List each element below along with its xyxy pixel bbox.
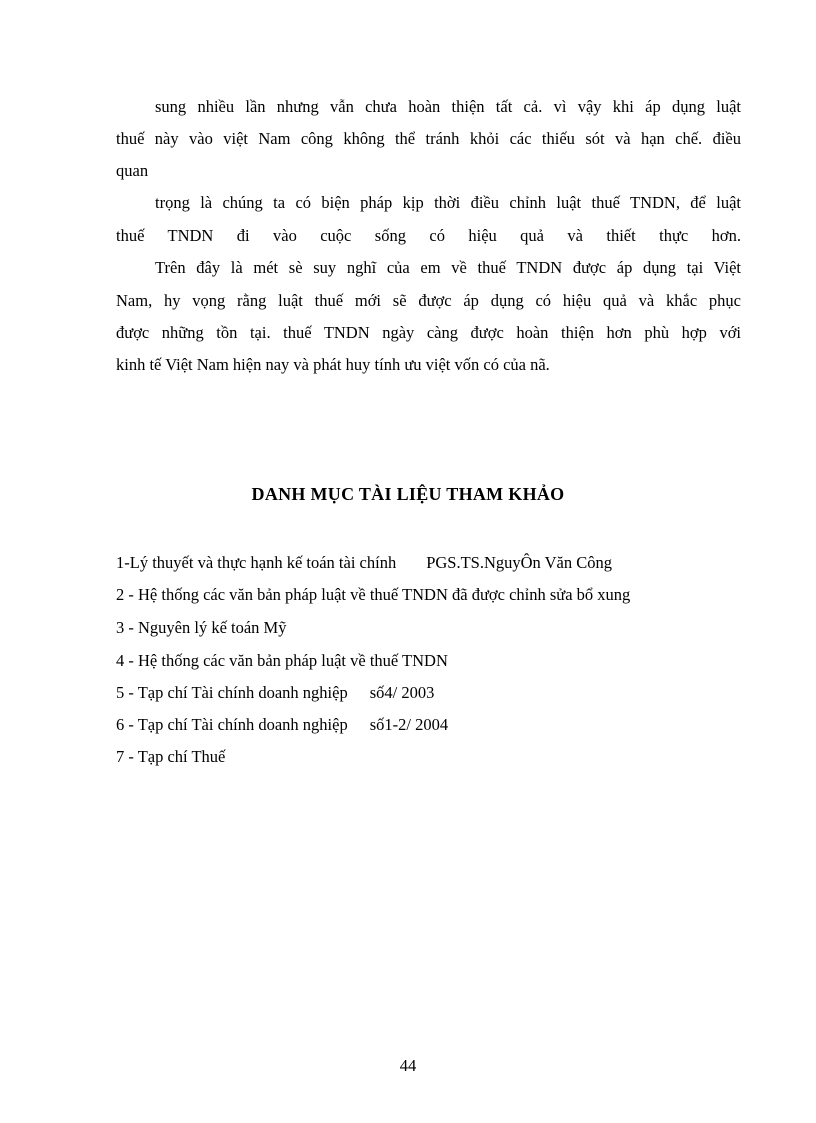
reference-text: 7 - Tạp chí Thuế: [116, 747, 226, 766]
reference-item: [116, 617, 286, 639]
reference-item: [116, 584, 630, 606]
reference-item: [116, 746, 225, 768]
body-line: sung nhiều lần nhưng vẫn chưa hoàn thiện tất cả. vì vậy khi áp dụng luật: [155, 97, 741, 116]
reference-issue: số1-2/ 2004: [369, 715, 449, 734]
body-line: thuế TNDN đi vào cuộc sống có hiệu quả và thiết thực hơn.: [116, 226, 741, 245]
reference-item: [116, 714, 448, 736]
reference-text: 2 - Hệ thống các văn bản pháp luật về thuế TNDN đã được chỉnh sửa bổ xung: [116, 585, 631, 604]
reference-text: 1-Lý thuyết và thực hạnh kế toán tài chính: [116, 553, 397, 572]
body-line: kinh tế Việt Nam hiện nay và phát huy tính ưu việt vốn có của nã.: [116, 355, 550, 374]
body-line: Trên đây là mét sè suy nghĩ của em về thuế TNDN được áp dụng tại Việt: [155, 258, 741, 277]
reference-issue: số4/ 2003: [369, 683, 435, 702]
body-line: Nam, hy vọng rằng luật thuế mới sẽ được áp dụng có hiệu quả và khắc phục: [116, 291, 741, 310]
body-line: trọng là chúng ta có biện pháp kịp thời điều chỉnh luật thuế TNDN, để luật: [155, 193, 741, 212]
reference-text: 6 - Tạp chí Tài chính doanh nghiệp: [116, 715, 348, 734]
body-line: được những tồn tại. thuế TNDN ngày càng được hoàn thiện hơn phù hợp với: [116, 323, 741, 342]
body-line: quan: [116, 161, 149, 180]
reference-text: 5 - Tạp chí Tài chính doanh nghiệp: [116, 683, 348, 702]
reference-item: [116, 650, 448, 672]
page-number: 44: [399, 1056, 417, 1075]
reference-item: [116, 682, 434, 704]
references-heading: DANH MỤC TÀI LIỆU THAM KHẢO: [251, 484, 565, 504]
body-line: thuế này vào việt Nam công không thể tránh khỏi các thiếu sót và hạn chế. điều: [116, 129, 741, 148]
reference-author: PGS.TS.NguyÔn Văn Công: [426, 553, 613, 572]
reference-text: 3 - Nguyên lý kế toán Mỹ: [116, 618, 287, 637]
reference-text: 4 - Hệ thống các văn bản pháp luật về thuế TNDN: [116, 651, 448, 670]
reference-item: [116, 552, 612, 574]
